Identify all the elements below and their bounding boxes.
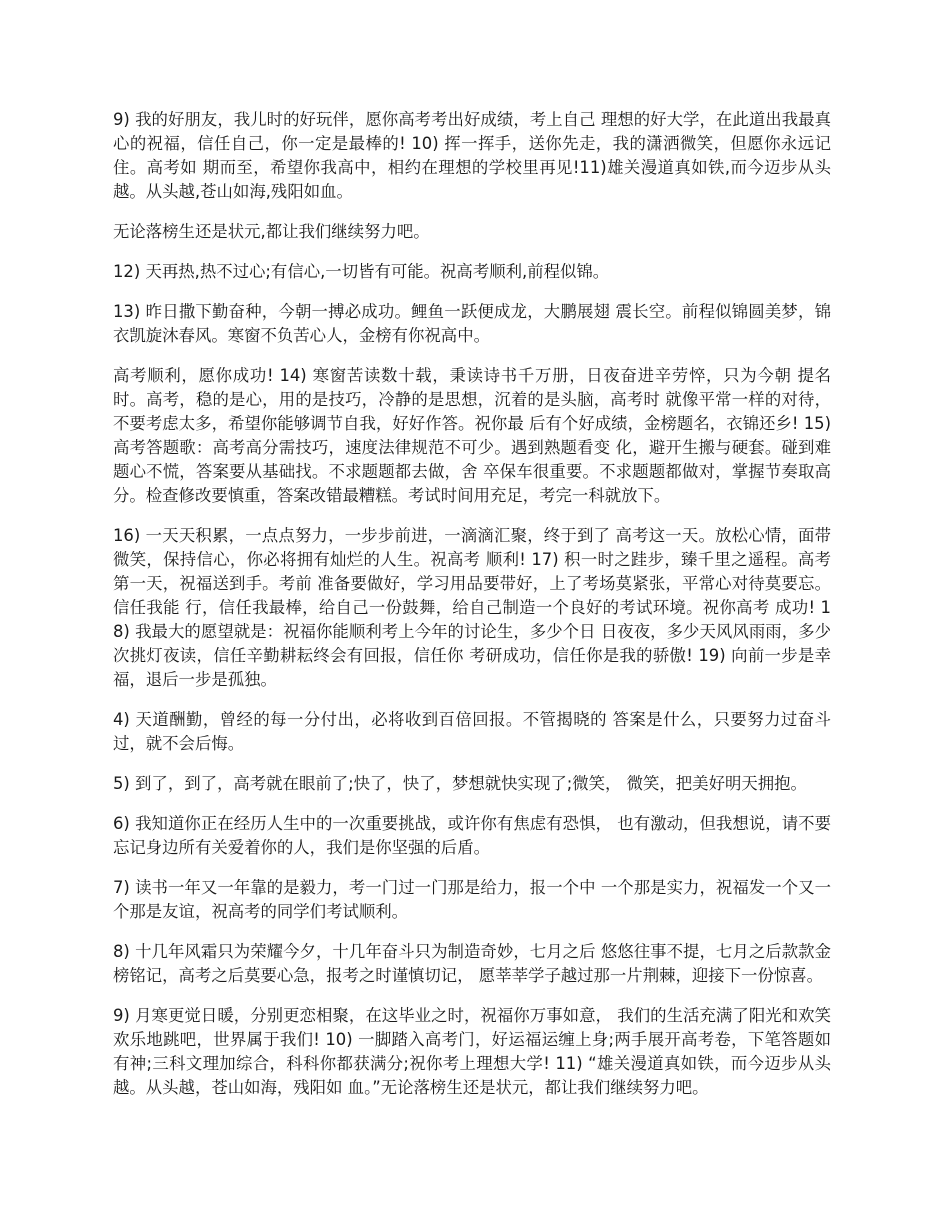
paragraph: 无论落榜生还是状元,都让我们继续努力吧。: [113, 222, 430, 241]
paragraph: 12) 天再热,热不过心;有信心,一切皆有可能。祝高考顺利,前程似锦。: [113, 262, 610, 281]
document-body: [113, 108, 831, 1116]
paragraph: 5) 到了，到了，高考就在眼前了;快了，快了，梦想就快实现了;微笑， 微笑，把美好明天拥抱。: [113, 774, 807, 793]
paragraph: 6) 我知道你正在经历人生中的一次重要挑战，或许你有焦虑有恐惧， 也有激动，但我想说，请不要忘记身边所有关爱着你的人，我们是你坚强的后盾。: [113, 814, 831, 857]
paragraph: 8) 十几年风霜只为荣耀今夕，十几年奋斗只为制造奇妙，七月之后 悠悠往事不提，七月之后款款金榜铭记，高考之后莫要心急，报考之时谨慎切记， 愿莘莘学子越过那一片荆棘，迎接下一份惊喜。: [113, 942, 831, 985]
paragraph: 7) 读书一年又一年靠的是毅力，考一门过一门那是给力，报一个中 一个那是实力，祝福发一个又一个那是友谊，祝高考的同学们考试顺利。: [113, 878, 831, 921]
paragraph: 9) 月寒更觉日暖，分别更恋相聚，在这毕业之时，祝福你万事如意， 我们的生活充满了阳光和欢笑欢乐地跳吧，世界属于我们! 10) 一脚踏入高考门，好运福运缠上身;两手展开高考卷，下笔答题如 有神;三科文理加综合，科科你都获满分;祝你考上理想大学! 11) “雄关漫道真如铁，而今迈步从头越。从头越，苍山如海，残阳如 血。”无论落榜生还是状元，都让我们继续努力吧。: [113, 1006, 831, 1097]
paragraph: 13) 昨日撒下勤奋种，今朝一搏必成功。鲤鱼一跃便成龙，大鹏展翅 震长空。前程似锦圆美梦，锦衣凯旋沐春风。寒窗不负苦心人，金榜有你祝高中。: [113, 302, 831, 345]
paragraph: 4) 天道酬勤，曾经的每一分付出，必将收到百倍回报。不管揭晓的 答案是什么，只要努力过奋斗过，就不会后悔。: [113, 710, 831, 753]
paragraph: 高考顺利，愿你成功! 14) 寒窗苦读数十载，秉读诗书千万册，日夜奋进辛劳悴，只为今朝 提名时。高考，稳的是心，用的是技巧，冷静的是思想，沉着的是头脑，高考时 就像平常一样的对待，不要考虑太多，希望你能够调节自我，好好作答。祝你最 后有个好成绩，金榜题名，衣锦还乡! 15) 高考答题歌：高考高分需技巧，速度法律规范不可少。遇到熟题看变 化，避开生搬与硬套。碰到难题心不慌，答案要从基础找。不求题题都去做，舍 卒保车很重要。不求题题都做对，掌握节奏取高分。检查修改要慎重，答案改错最糟糕。考试时间用充足，考完一科就放下。: [113, 366, 831, 505]
paragraph: 16) 一天天积累，一点点努力，一步步前进，一滴滴汇聚，终于到了 高考这一天。放松心情，面带微笑，保持信心，你必将拥有灿烂的人生。祝高考 顺利! 17) 积一时之跬步，臻千里之遥程。高考第一天，祝福送到手。考前 准备要做好，学习用品要带好，上了考场莫紧张，平常心对待莫要忘。信任我能 行，信任我最棒，给自己一份鼓舞，给自己制造一个良好的考试环境。祝你高考 成功! 18) 我最大的愿望就是：祝福你能顺利考上今年的讨论生，多少个日 日夜夜，多少天风风雨雨，多少次挑灯夜读，信任辛勤耕耘终会有回报，信任你 考研成功，信任你是我的骄傲! 19) 向前一步是幸福，退后一步是孤独。: [113, 526, 831, 689]
paragraph: 9) 我的好朋友，我儿时的好玩伴，愿你高考考出好成绩，考上自己 理想的好大学，在此道出我最真心的祝福，信任自己，你一定是最棒的! 10) 挥一挥手，送你先走，我的潇洒微笑，但愿你永远记住。高考如 期而至，希望你我高中，相约在理想的学校里再见!11)雄关漫道真如铁,而今迈步从头越。从头越,苍山如海,残阳如血。: [113, 110, 831, 201]
